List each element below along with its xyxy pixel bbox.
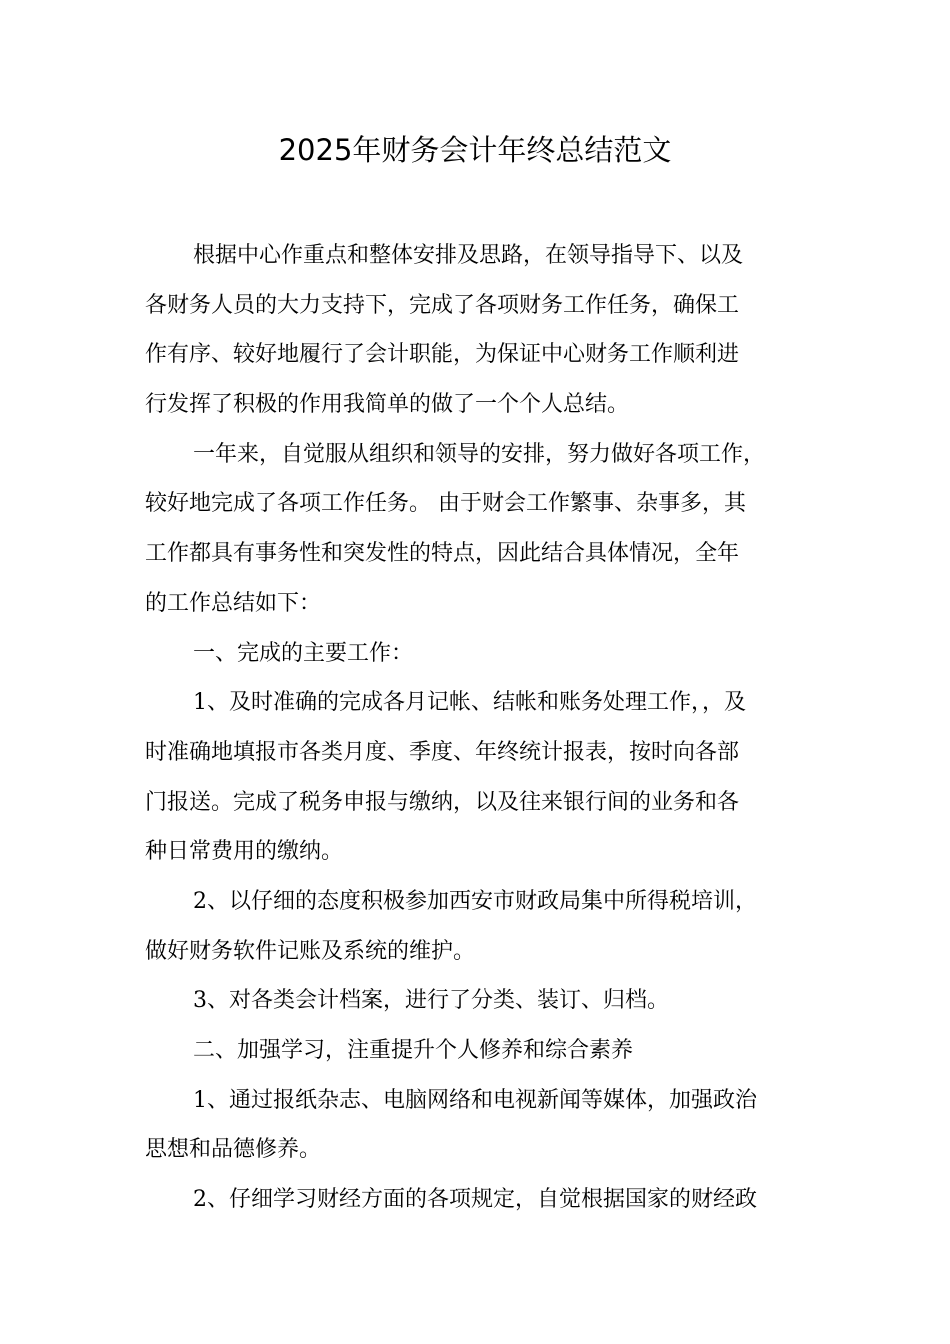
document-body [145,231,810,1225]
text-line: 工作都具有事务性和突发性的特点，因此结合具体情况，全年 [145,541,740,567]
text-line: 做好财务软件记账及系统的维护。 [145,938,476,964]
text-line: 的工作总结如下： [145,590,322,616]
text-line: 二、加强学习，注重提升个人修养和综合素养 [193,1038,634,1063]
text-line: 一、完成的主要工作： [193,640,414,666]
text-line: 一年来，自觉服从组织和领导的安排，努力做好各项工作， [193,441,766,467]
text-line: 2、以仔细的态度积极参加西安市财政局集中所得税培训， [193,888,757,914]
text-line: 种日常费用的缴纳。 [145,839,344,865]
text-line: 作有序、较好地履行了会计职能，为保证中心财务工作顺利进 [145,342,740,368]
text-line: 1、通过报纸杂志、电脑网络和电视新闻等媒体，加强政治 [193,1087,757,1113]
text-line: 较好地完成了各项工作任务。 由于财会工作繁事、杂事多，其 [145,491,746,517]
text-line: 2、仔细学习财经方面的各项规定，自觉根据国家的财经政 [193,1187,757,1213]
text-line: 3、对各类会计档案，进行了分类、装订、归档。 [193,988,669,1014]
text-line: 根据中心作重点和整体安排及思路，在领导指导下、以及 [193,243,744,268]
text-line: 各财务人员的大力支持下，完成了各项财务工作任务，确保工 [145,292,740,318]
text-line: 时准确地填报市各类月度、季度、年终统计报表，按时向各部 [145,739,740,765]
page-title: 2025年财务会计年终总结范文 [278,133,672,167]
text-line: 1、及时准确的完成各月记帐、结帐和账务处理工作，，及 [193,690,746,716]
text-line: 思想和品德修养。 [145,1137,322,1163]
text-line: 行发挥了积极的作用我简单的做了一个个人总结。 [145,392,630,418]
text-line: 门报送。完成了税务申报与缴纳，以及往来银行间的业务和各 [145,789,740,815]
